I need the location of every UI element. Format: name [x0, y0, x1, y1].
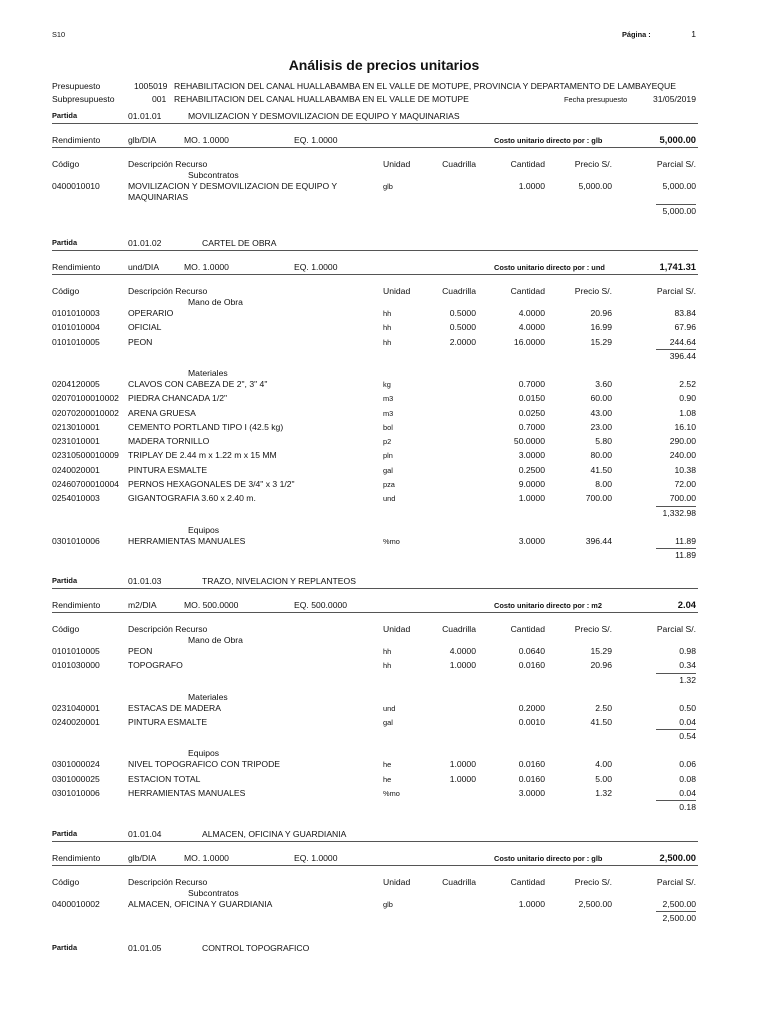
item-precio: 23.00	[590, 421, 612, 432]
item-unit: bol	[383, 422, 393, 432]
col-codigo: Código	[52, 286, 80, 296]
col-cuadrilla: Cuadrilla	[442, 877, 476, 887]
item-unit: pza	[383, 480, 395, 489]
item-description: MADERA TORNILLO	[128, 436, 210, 447]
item-description: CLAVOS CON CABEZA DE 2", 3" 4"	[128, 378, 268, 389]
item-precio: 2,500.00	[578, 899, 612, 909]
report-code: S10	[52, 30, 66, 39]
item-unit: hh	[383, 309, 392, 318]
partida-code: 01.01.02	[128, 238, 162, 248]
item-description: PEON	[128, 336, 153, 347]
col-codigo: Código	[52, 624, 80, 634]
item-cantidad: 0.0640	[518, 646, 545, 656]
item-description: NIVEL TOPOGRAFICO CON TRIPODE	[128, 759, 281, 770]
item-cantidad: 3.0000	[518, 450, 545, 461]
item-unit: %mo	[383, 536, 400, 546]
group-title: Subcontratos	[188, 170, 239, 180]
item-cuadrilla: 1.0000	[449, 773, 476, 784]
partida-name: MOVILIZACION Y DESMOVILIZACION DE EQUIPO Y MAQUINARIAS	[188, 111, 460, 121]
item-code: 0400010002	[52, 899, 100, 909]
partida-label: Partida	[52, 111, 78, 120]
group-title: Mano de Obra	[188, 635, 243, 645]
partida-label: Partida	[52, 238, 78, 247]
partida-name: ALMACEN, OFICINA Y GUARDIANIA	[202, 829, 347, 839]
item-cantidad: 1.0000	[518, 899, 545, 909]
item-unit: hh	[383, 661, 392, 671]
item-precio: 15.29	[590, 336, 612, 347]
rendimiento-separator	[52, 865, 698, 866]
partida-code: 01.01.01	[128, 111, 162, 121]
partida-code: 01.01.03	[128, 576, 162, 586]
item-cuadrilla: 2.0000	[449, 336, 476, 347]
costo-label: Costo unitario directo por : glb	[494, 854, 603, 863]
item-description: HERRAMIENTAS MANUALES	[128, 787, 246, 798]
item-parcial: 2,500.00	[662, 899, 696, 909]
item-precio: 8.00	[595, 479, 612, 489]
eq-value: EQ. 1.0000	[294, 853, 338, 863]
item-parcial: 290.00	[669, 436, 696, 447]
costo-value: 5,000.00	[659, 134, 696, 145]
partida-code: 01.01.05	[128, 943, 162, 953]
col-descripcion: Descripción Recurso	[128, 286, 208, 296]
subtotal-rule	[656, 800, 696, 801]
subtotal-rule	[656, 204, 696, 205]
item-description-continued: MAQUINARIAS	[128, 192, 189, 202]
item-code: 0101010003	[52, 308, 100, 318]
group-subtotal: 1,332.98	[662, 507, 696, 518]
item-unit: und	[383, 494, 396, 504]
item-precio: 5.80	[595, 436, 612, 447]
item-code: 02070200010002	[52, 407, 119, 418]
item-parcial: 16.10	[674, 421, 696, 432]
item-cantidad: 0.0160	[518, 660, 545, 671]
item-unit: kg	[383, 379, 391, 389]
item-precio: 2.50	[595, 702, 612, 713]
partida-separator	[52, 250, 698, 251]
col-parcial: Parcial S/.	[656, 877, 696, 887]
item-parcial: 700.00	[669, 493, 696, 504]
item-precio: 1.32	[595, 787, 612, 798]
item-cantidad: 50.0000	[513, 436, 545, 447]
page-title: Análisis de precios unitarios	[288, 57, 480, 73]
item-parcial: 0.06	[679, 759, 696, 770]
col-precio: Precio S/.	[574, 286, 612, 296]
item-precio: 80.00	[590, 450, 612, 461]
item-parcial: 0.04	[679, 716, 696, 727]
item-code: 0400010010	[52, 181, 100, 191]
partida-separator	[52, 123, 698, 124]
item-unit: glb	[383, 900, 393, 909]
item-code: 0101010005	[52, 646, 100, 656]
item-parcial: 11.89	[675, 535, 696, 546]
item-cuadrilla: 1.0000	[449, 759, 476, 770]
item-description: CEMENTO PORTLAND TIPO I (42.5 kg)	[128, 421, 284, 432]
item-code: 02460700010004	[52, 479, 119, 489]
item-precio: 41.50	[590, 716, 612, 727]
item-description: TRIPLAY DE 2.44 m x 1.22 m x 15 MM	[128, 450, 277, 461]
item-cantidad: 16.0000	[513, 336, 545, 347]
item-cantidad: 0.2000	[518, 702, 545, 713]
item-unit: hh	[383, 323, 392, 333]
col-descripcion: Descripción Recurso	[128, 159, 208, 169]
item-cantidad: 0.0250	[518, 407, 545, 418]
item-cantidad: 4.0000	[518, 322, 545, 333]
col-descripcion: Descripción Recurso	[128, 877, 208, 887]
item-description: ESTACAS DE MADERA	[128, 702, 221, 713]
partida-name: TRAZO, NIVELACION Y REPLANTEOS	[202, 576, 356, 586]
item-cantidad: 1.0000	[518, 493, 545, 504]
col-cantidad: Cantidad	[510, 624, 545, 634]
page-number: 1	[691, 29, 696, 39]
mo-value: MO. 1.0000	[184, 853, 229, 863]
col-parcial: Parcial S/.	[656, 159, 696, 169]
item-description: OPERARIO	[128, 308, 174, 318]
presupuesto-code: 1005019	[134, 81, 168, 91]
rendimiento-unit: und/DIA	[128, 262, 160, 272]
page-label: Página :	[622, 30, 651, 39]
item-cantidad: 3.0000	[518, 787, 545, 798]
costo-value: 1,741.31	[659, 261, 696, 272]
rendimiento-unit: glb/DIA	[128, 853, 157, 863]
col-codigo: Código	[52, 877, 80, 887]
item-precio: 41.50	[590, 464, 612, 475]
item-cuadrilla: 0.5000	[449, 322, 476, 333]
item-code: 0301010006	[52, 787, 100, 798]
col-unidad: Unidad	[383, 159, 411, 169]
item-unit: hh	[383, 647, 392, 656]
item-code: 0301000024	[52, 759, 100, 770]
subtotal-rule	[656, 349, 696, 350]
rendimiento-label: Rendimiento	[52, 600, 101, 610]
item-code: 0301000025	[52, 773, 100, 784]
group-title: Subcontratos	[188, 888, 239, 898]
item-parcial: 72.00	[674, 479, 696, 489]
item-unit: glb	[383, 182, 393, 191]
item-unit: he	[383, 760, 392, 770]
rendimiento-label: Rendimiento	[52, 262, 101, 272]
col-codigo: Código	[52, 159, 80, 169]
item-cantidad: 0.0150	[518, 393, 545, 404]
item-unit: und	[383, 703, 396, 713]
mo-value: MO. 1.0000	[184, 262, 229, 272]
group-subtotal: 0.18	[679, 802, 696, 813]
item-parcial: 0.04	[679, 787, 696, 798]
rendimiento-separator	[52, 612, 698, 613]
partida-label: Partida	[52, 943, 78, 952]
presupuesto-label: Presupuesto	[52, 81, 101, 91]
rendimiento-separator	[52, 274, 698, 275]
item-parcial: 244.64	[669, 336, 696, 347]
item-unit: %mo	[383, 788, 400, 798]
item-description: PINTURA ESMALTE	[128, 716, 208, 727]
rendimiento-label: Rendimiento	[52, 135, 101, 145]
rendimiento-unit: glb/DIA	[128, 135, 157, 145]
group-subtotal: 1.32	[679, 674, 696, 685]
subpresupuesto-label: Subpresupuesto	[52, 94, 115, 104]
subtotal-rule	[656, 729, 696, 730]
item-parcial: 2.52	[679, 378, 696, 389]
eq-value: EQ. 500.0000	[294, 600, 348, 610]
col-cantidad: Cantidad	[510, 286, 545, 296]
item-cantidad: 0.0160	[518, 773, 545, 784]
rendimiento-label: Rendimiento	[52, 853, 101, 863]
item-description: ALMACEN, OFICINA Y GUARDIANIA	[128, 899, 273, 909]
group-title: Materiales	[188, 367, 228, 378]
item-description: ESTACION TOTAL	[128, 773, 201, 784]
group-subtotal: 396.44	[669, 350, 696, 361]
group-title: Mano de Obra	[188, 297, 243, 307]
col-descripcion: Descripción Recurso	[128, 624, 208, 634]
rendimiento-separator	[52, 147, 698, 148]
col-precio: Precio S/.	[574, 877, 612, 887]
partida-code: 01.01.04	[128, 829, 162, 839]
partida-separator	[52, 588, 698, 589]
item-unit: p2	[383, 437, 392, 447]
item-description: ARENA GRUESA	[128, 407, 196, 418]
item-precio: 700.00	[585, 493, 612, 504]
costo-value: 2,500.00	[659, 852, 696, 863]
subpresupuesto-name: REHABILITACION DEL CANAL HUALLABAMBA EN EL VALLE DE MOTUPE	[174, 94, 469, 104]
col-cantidad: Cantidad	[510, 159, 545, 169]
item-unit: pln	[383, 451, 393, 461]
col-cuadrilla: Cuadrilla	[442, 286, 476, 296]
costo-label: Costo unitario directo por : m2	[494, 601, 602, 610]
group-title: Equipos	[188, 748, 220, 759]
item-parcial: 240.00	[669, 450, 696, 461]
item-cuadrilla: 1.0000	[449, 660, 476, 671]
group-subtotal: 11.89	[675, 549, 696, 560]
partida-name: CONTROL TOPOGRAFICO	[202, 943, 310, 953]
col-unidad: Unidad	[383, 286, 411, 296]
subpresupuesto-code: 001	[152, 94, 167, 104]
eq-value: EQ. 1.0000	[294, 135, 338, 145]
item-parcial: 0.50	[679, 702, 696, 713]
col-unidad: Unidad	[383, 624, 411, 634]
item-code: 02310500010009	[52, 450, 119, 461]
fecha-value: 31/05/2019	[652, 94, 696, 104]
group-title: Materiales	[188, 691, 228, 702]
mo-value: MO. 500.0000	[184, 600, 239, 610]
subtotal-rule	[656, 673, 696, 674]
item-parcial: 0.90	[679, 393, 696, 404]
item-code: 0213010001	[52, 421, 100, 432]
group-title: Equipos	[188, 524, 220, 535]
group-subtotal: 2,500.00	[662, 913, 696, 924]
item-code: 02070100010002	[52, 393, 119, 404]
item-parcial: 83.84	[674, 308, 696, 318]
item-precio: 5,000.00	[578, 181, 612, 191]
item-parcial: 0.08	[679, 773, 696, 784]
costo-label: Costo unitario directo por : und	[494, 263, 605, 272]
item-parcial: 1.08	[679, 407, 696, 418]
col-precio: Precio S/.	[574, 624, 612, 634]
item-cuadrilla: 4.0000	[449, 646, 476, 656]
group-subtotal: 0.54	[679, 731, 696, 742]
item-precio: 20.96	[590, 660, 612, 671]
col-cuadrilla: Cuadrilla	[442, 624, 476, 634]
col-parcial: Parcial S/.	[656, 624, 696, 634]
item-description: PINTURA ESMALTE	[128, 464, 208, 475]
item-cantidad: 0.7000	[518, 378, 545, 389]
item-code: 0204120005	[52, 378, 100, 389]
item-cuadrilla: 0.5000	[449, 308, 476, 318]
group-subtotal: 5,000.00	[662, 206, 696, 217]
item-cantidad: 3.0000	[518, 535, 545, 546]
partida-label: Partida	[52, 829, 78, 838]
item-cantidad: 4.0000	[518, 308, 545, 318]
item-unit: gal	[383, 465, 393, 475]
item-precio: 5.00	[595, 773, 612, 784]
item-code: 0254010003	[52, 493, 100, 504]
col-cantidad: Cantidad	[510, 877, 545, 887]
item-cantidad: 0.0160	[518, 759, 545, 770]
item-precio: 20.96	[590, 308, 612, 318]
item-unit: gal	[383, 717, 393, 727]
item-parcial: 10.38	[674, 464, 696, 475]
item-precio: 4.00	[595, 759, 612, 770]
col-precio: Precio S/.	[574, 159, 612, 169]
subtotal-rule	[656, 911, 696, 912]
item-parcial: 0.34	[679, 660, 696, 671]
item-precio: 15.29	[590, 646, 612, 656]
item-precio: 396.44	[585, 535, 612, 546]
item-precio: 60.00	[590, 393, 612, 404]
col-cuadrilla: Cuadrilla	[442, 159, 476, 169]
item-description: MOVILIZACION Y DESMOVILIZACION DE EQUIPO Y	[128, 181, 338, 191]
item-code: 0231010001	[52, 436, 100, 447]
partida-separator	[52, 841, 698, 842]
item-unit: hh	[383, 337, 392, 347]
partida-name: CARTEL DE OBRA	[202, 238, 277, 248]
costo-label: Costo unitario directo por : glb	[494, 136, 603, 145]
subtotal-rule	[656, 506, 696, 507]
item-description: PERNOS HEXAGONALES DE 3/4" x 3 1/2"	[128, 479, 295, 489]
item-code: 0101030000	[52, 660, 100, 671]
fecha-label: Fecha presupuesto	[564, 95, 628, 104]
item-parcial: 5,000.00	[662, 181, 696, 191]
item-precio: 3.60	[595, 378, 612, 389]
item-unit: he	[383, 774, 392, 784]
costo-value: 2.04	[677, 599, 696, 610]
col-parcial: Parcial S/.	[656, 286, 696, 296]
item-code: 0231040001	[52, 702, 100, 713]
item-parcial: 67.96	[674, 322, 696, 333]
item-cantidad: 0.0010	[518, 716, 545, 727]
item-description: PEON	[128, 646, 153, 656]
item-cantidad: 1.0000	[518, 181, 545, 191]
item-description: OFICIAL	[128, 322, 162, 333]
item-code: 0240020001	[52, 464, 100, 475]
item-code: 0240020001	[52, 716, 100, 727]
item-precio: 43.00	[590, 407, 612, 418]
item-description: GIGANTOGRAFIA 3.60 x 2.40 m.	[128, 493, 256, 504]
subtotal-rule	[656, 548, 696, 549]
item-parcial: 0.98	[679, 646, 696, 656]
item-unit: m3	[383, 394, 394, 404]
item-description: TOPOGRAFO	[128, 660, 183, 671]
col-unidad: Unidad	[383, 877, 411, 887]
item-description: PIEDRA CHANCADA 1/2"	[128, 393, 228, 404]
eq-value: EQ. 1.0000	[294, 262, 338, 272]
item-unit: m3	[383, 408, 394, 418]
item-code: 0101010004	[52, 322, 100, 333]
item-description: HERRAMIENTAS MANUALES	[128, 535, 246, 546]
item-cantidad: 9.0000	[518, 479, 545, 489]
item-cantidad: 0.7000	[518, 421, 545, 432]
rendimiento-unit: m2/DIA	[128, 600, 157, 610]
presupuesto-name: REHABILITACION DEL CANAL HUALLABAMBA EN EL VALLE DE MOTUPE, PROVINCIA Y DEPARTAMENTO DE LAMBAYEQUE	[174, 81, 676, 91]
item-code: 0101010005	[52, 336, 100, 347]
item-precio: 16.99	[590, 322, 612, 333]
partida-label: Partida	[52, 576, 78, 585]
item-code: 0301010006	[52, 535, 100, 546]
mo-value: MO. 1.0000	[184, 135, 229, 145]
item-cantidad: 0.2500	[518, 464, 545, 475]
